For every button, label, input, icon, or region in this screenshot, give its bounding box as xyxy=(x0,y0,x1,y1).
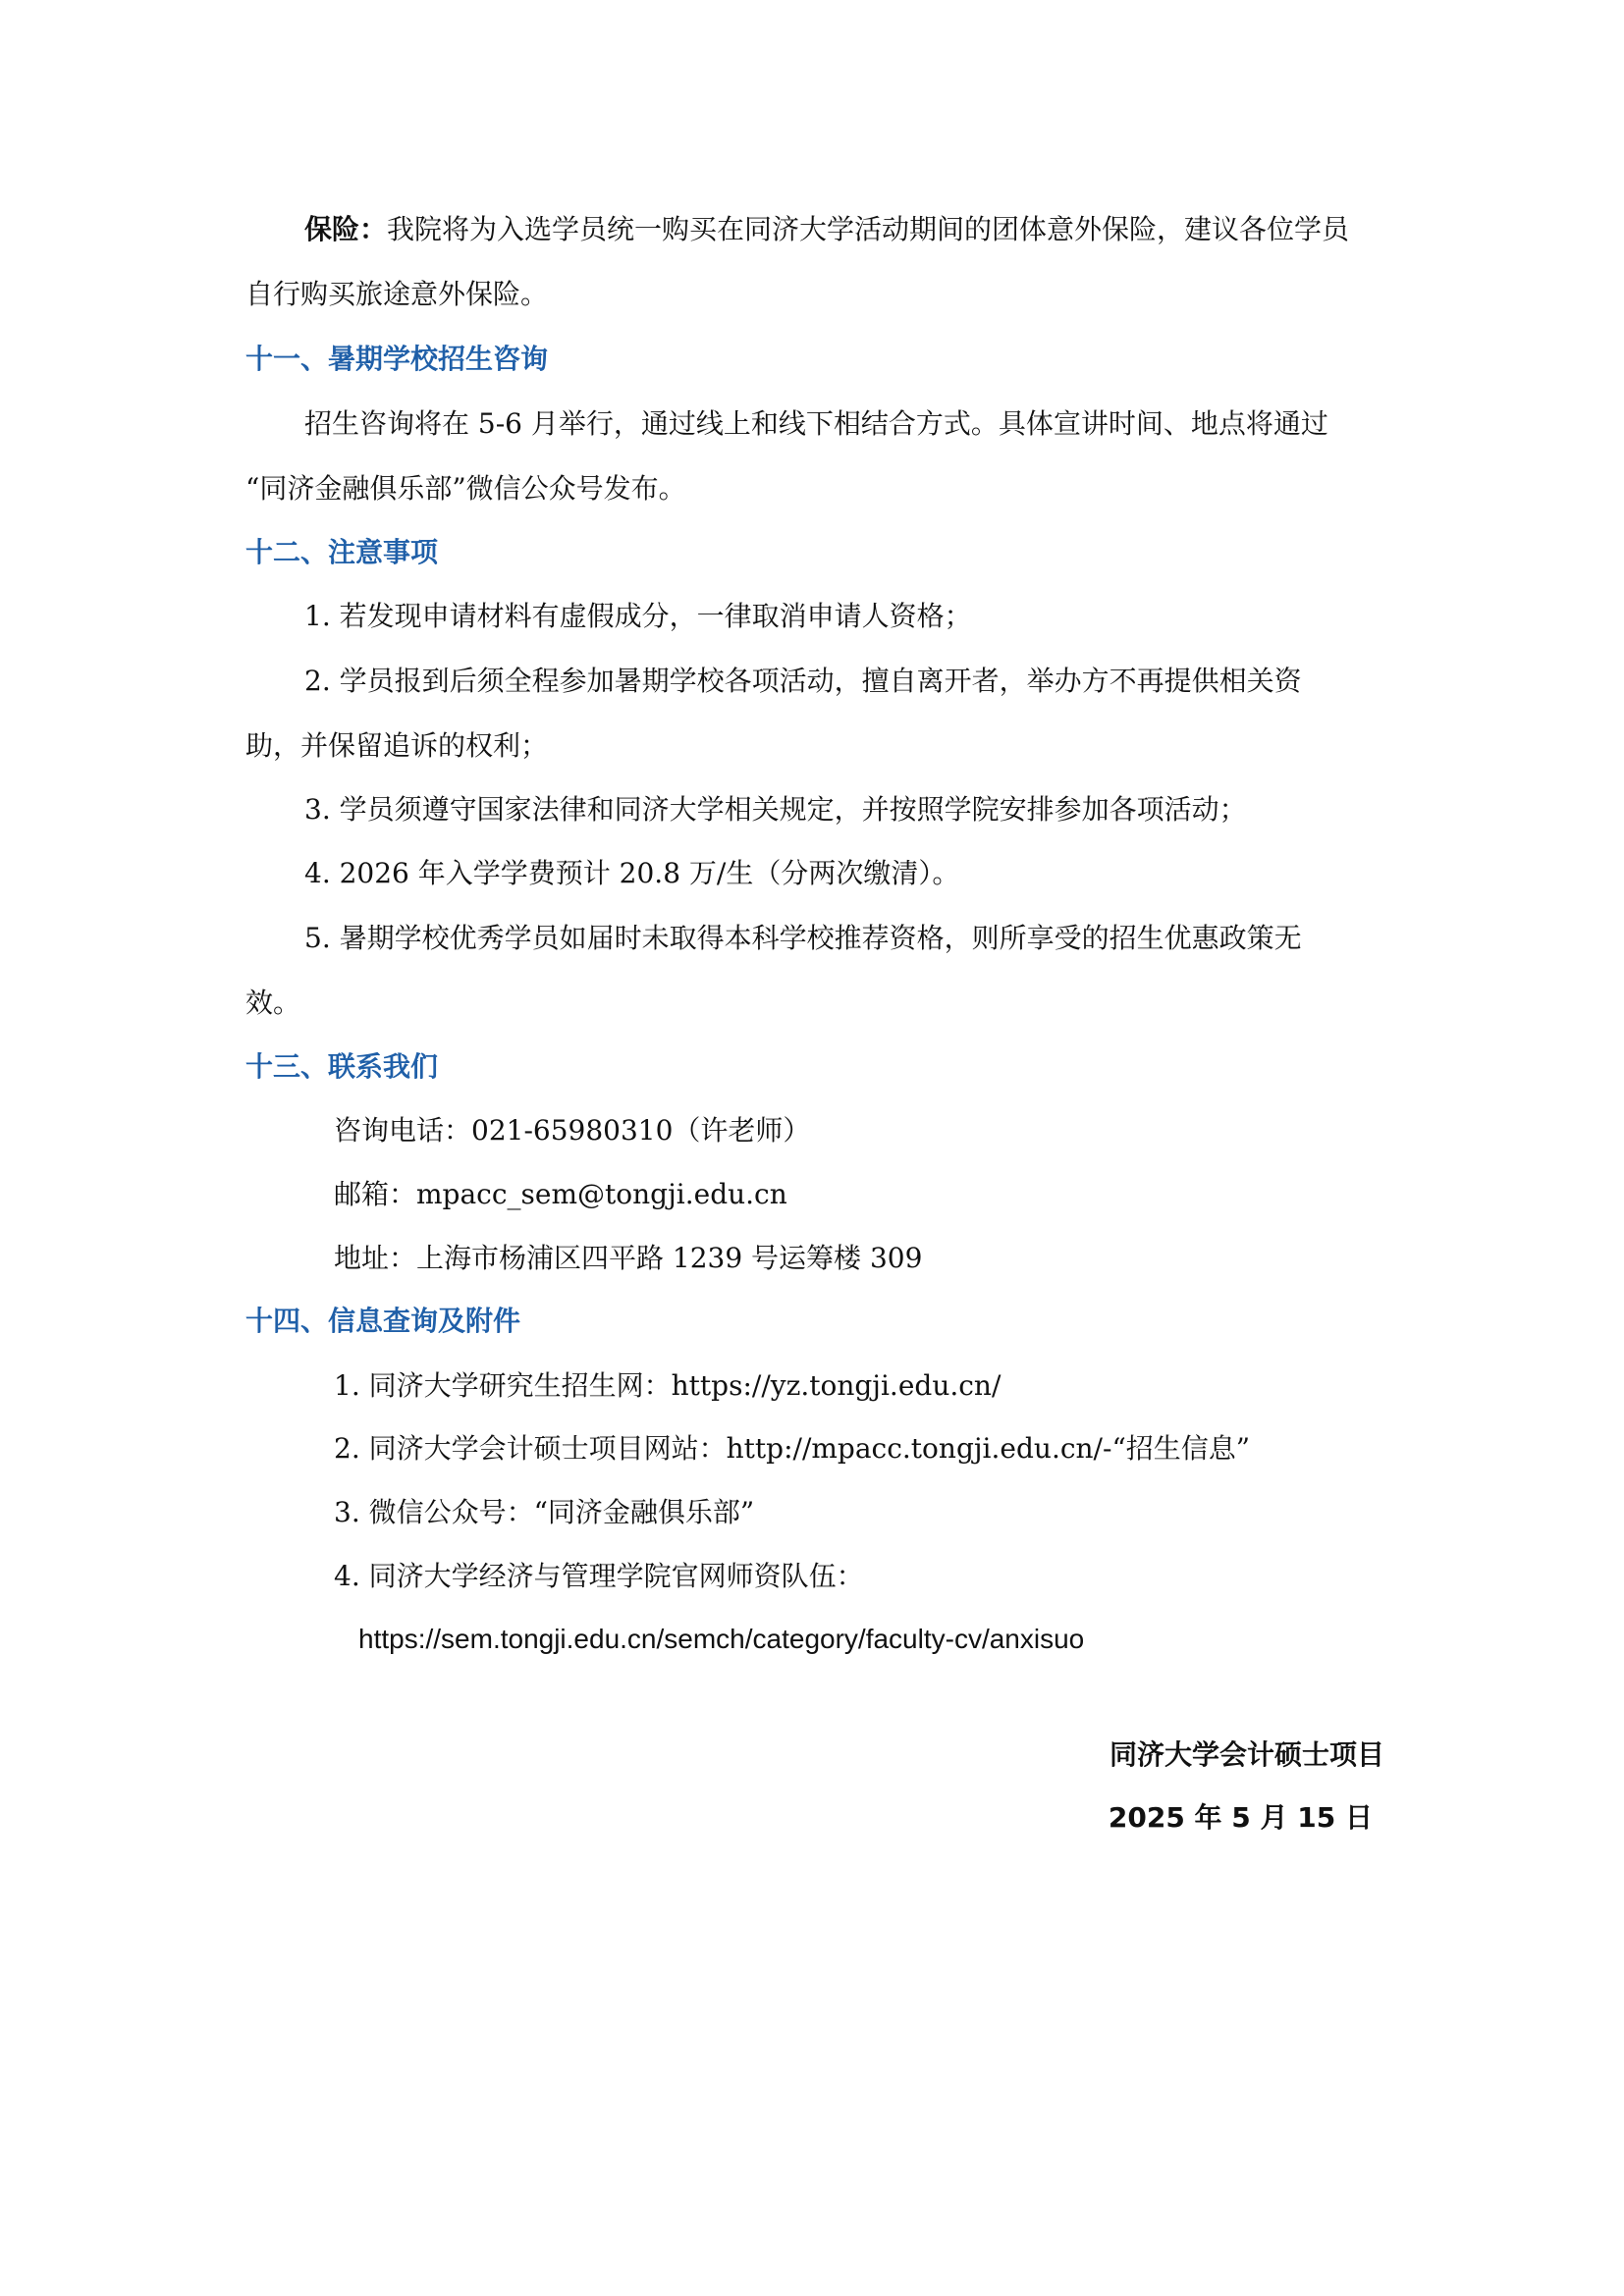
info-item-1: 1. 同济大学研究生招生网：https://yz.tongji.edu.cn/ xyxy=(334,1369,1001,1402)
notice-item-2-line2: 助，并保留追诉的权利； xyxy=(245,729,549,762)
section-13-heading: 十三、联系我们 xyxy=(245,1050,439,1083)
section-11-line2: “同济金融俱乐部”微信公众号发布。 xyxy=(245,472,686,505)
notice-item-2-line1: 2. 学员报到后须全程参加暑期学校各项活动，擅自离开者，举办方不再提供相关资 xyxy=(304,665,1302,697)
notice-item-5-line1: 5. 暑期学校优秀学员如届时未取得本科学校推荐资格，则所享受的招生优惠政策无 xyxy=(304,922,1302,954)
insurance-label: 保险： xyxy=(304,213,388,245)
notice-item-5-line2: 效。 xyxy=(245,987,301,1019)
signature-date: 2025 年 5 月 15 日 xyxy=(1108,1801,1373,1834)
info-item-4: 4. 同济大学经济与管理学院官网师资队伍： xyxy=(334,1560,864,1592)
section-11-heading: 十一、暑期学校招生咨询 xyxy=(245,343,549,375)
signature-org: 同济大学会计硕士项目 xyxy=(1109,1738,1384,1771)
info-item-4-url: https://sem.tongji.edu.cn/semch/category/faculty-cv/anxisuo xyxy=(358,1624,1085,1654)
info-item-3: 3. 微信公众号：“同济金融俱乐部” xyxy=(334,1496,755,1528)
insurance-paragraph-line1 xyxy=(304,210,1443,249)
contact-address: 地址：上海市杨浦区四平路 1239 号运筹楼 309 xyxy=(334,1242,923,1274)
contact-email: 邮箱：mpacc_sem@tongji.edu.cn xyxy=(334,1178,787,1210)
notice-item-1: 1. 若发现申请材料有虚假成分，一律取消申请人资格； xyxy=(304,600,972,632)
contact-phone: 咨询电话：021-65980310（许老师） xyxy=(334,1114,811,1147)
section-14-heading: 十四、信息查询及附件 xyxy=(245,1305,521,1337)
info-item-2: 2. 同济大学会计硕士项目网站：http://mpacc.tongji.edu.cn/-“招生信息” xyxy=(334,1432,1251,1465)
section-11-line1: 招生咨询将在 5-6 月举行，通过线上和线下相结合方式。具体宣讲时间、地点将通过 xyxy=(304,407,1328,440)
notice-item-3: 3. 学员须遵守国家法律和同济大学相关规定，并按照学院安排参加各项活动； xyxy=(304,793,1247,826)
notice-item-4: 4. 2026 年入学学费预计 20.8 万/生（分两次缴清）。 xyxy=(304,857,960,889)
insurance-text: 我院将为入选学员统一购买在同济大学活动期间的团体意外保险，建议各位学员 xyxy=(387,213,1350,245)
section-12-heading: 十二、注意事项 xyxy=(245,536,439,568)
insurance-paragraph-line2: 自行购买旅途意外保险。 xyxy=(245,278,549,310)
